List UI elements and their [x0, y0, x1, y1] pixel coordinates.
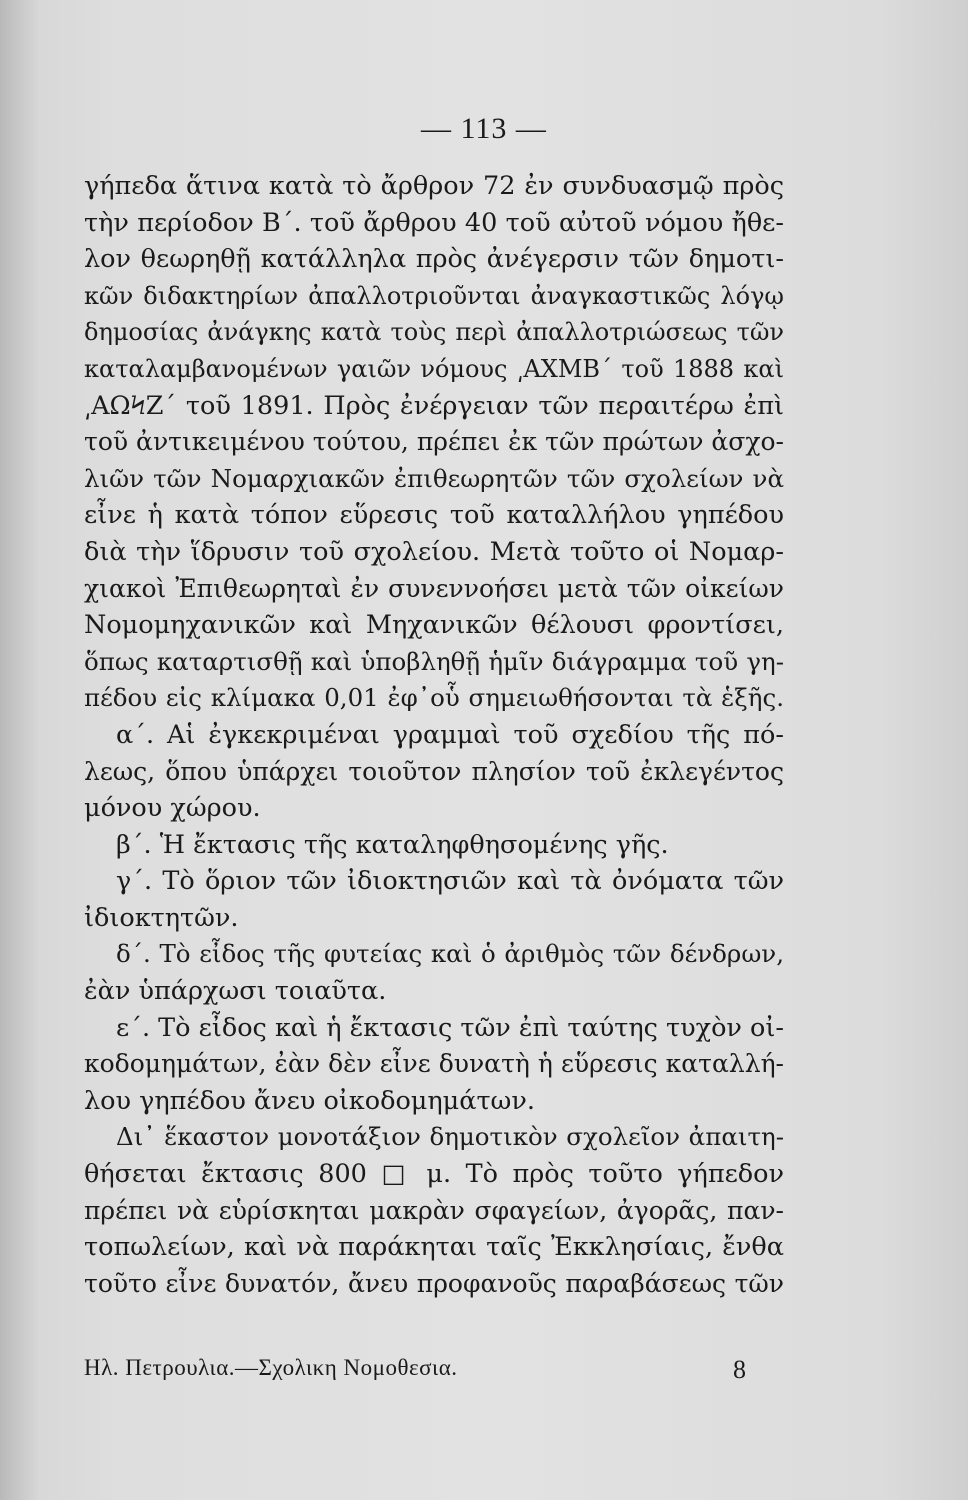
text-line-content: δ΄. Τὸ εἶδος τῆς φυτείας καὶ ὁ ἀριθμὸς τῶν δένδρων, [116, 939, 784, 969]
text-line-content: χιακοὶ Ἐπιθεωρηταὶ ἐν συνεννοήσει μετὰ τῶν οἰκείων [84, 573, 784, 603]
text-line [84, 1083, 784, 1120]
text-line [84, 534, 784, 571]
text-line-content: δημοσίας ἀνάγκης κατὰ τοὺς περὶ ἀπαλλοτριώσεως τῶν [84, 318, 784, 347]
text-line-content: γ΄. Τὸ ὅριον τῶν ἰδιοκτησιῶν καὶ τὰ ὀνόματα τῶν [116, 866, 784, 897]
text-line [84, 1156, 784, 1193]
footer-author-title: Ηλ. Πετρουλια.—Σχολικη Νομοθεσια. [84, 1355, 458, 1380]
text-line-content: θήσεται ἔκτασις 800 □ μ. Τὸ πρὸς τοῦτο γήπεδον [84, 1159, 784, 1190]
text-line [84, 314, 784, 351]
text-line [84, 1193, 784, 1230]
text-line [84, 790, 784, 827]
text-line-content: διὰ τὴν ἵδρυσιν τοῦ σχολείου. Μετὰ τοῦτο οἱ Νομαρ- [84, 536, 784, 567]
text-line [84, 680, 784, 717]
text-line-content: Νομομηχανικῶν καὶ Μηχανικῶν θέλουσι φροντίσει, [84, 610, 784, 641]
text-line-content: πρέπει νὰ εὑρίσκηται μακρὰν σφαγείων, ἀγορᾶς, παν- [84, 1195, 784, 1225]
text-line [84, 973, 784, 1010]
text-line [84, 607, 784, 644]
text-line-content: τὴν περίοδον Β΄. τοῦ ἄρθρου 40 τοῦ αὐτοῦ νόμου ἤθε- [84, 207, 784, 238]
page-number: — 113 — [421, 112, 547, 145]
text-line [84, 1229, 784, 1266]
text-line-content: κῶν διδακτηρίων ἀπαλλοτριοῦνται ἀναγκαστικῶς λόγῳ [84, 281, 784, 310]
text-line-content: β΄. Ἡ ἔκτασις τῆς καταληφθησομένης γῆς. [116, 829, 669, 860]
text-line [84, 1119, 784, 1156]
text-line [84, 644, 784, 681]
text-line [84, 717, 784, 754]
text-line [84, 351, 784, 388]
text-line-content: γήπεδα ἅτινα κατὰ τὸ ἄρθρον 72 ἐν συνδυασμῷ πρὸς [84, 171, 784, 201]
text-line-content: πέδου εἰς κλίμακα 0,01 ἐφ᾽οὗ σημειωθήσονται τὰ ἑξῆς. [84, 683, 784, 713]
body-text [84, 168, 784, 1302]
footer-signature-number: 8 [733, 1355, 746, 1384]
text-line [84, 497, 784, 534]
text-line-content: ὅπως καταρτισθῇ καὶ ὑποβληθῇ ἡμῖν διάγραμμα τοῦ γη- [84, 646, 784, 676]
text-line [84, 1046, 784, 1083]
text-line-content: Δι᾽ ἕκαστον μονοτάξιον δημοτικὸν σχολεῖον ἀπαιτη- [116, 1122, 784, 1152]
text-line [84, 241, 784, 278]
text-line-content: κοδομημάτων, ἐὰν δὲν εἶνε δυνατὴ ἡ εὕρεσις καταλλή- [84, 1049, 784, 1079]
text-line-content: μόνου χώρου. [84, 793, 261, 824]
text-line-content: ε΄. Τὸ εἶδος καὶ ἡ ἔκτασις τῶν ἐπὶ ταύτης τυχὸν οἰ- [116, 1012, 784, 1043]
text-line [84, 278, 784, 315]
text-line [84, 900, 784, 937]
text-line [84, 827, 784, 864]
text-line-content: ͵ΑΩϞΖ΄ τοῦ 1891. Πρὸς ἐνέργειαν τῶν περαιτέρω ἐπὶ [84, 390, 784, 421]
text-line-content: λιῶν τῶν Νομαρχιακῶν ἐπιθεωρητῶν τῶν σχολείων νὰ [84, 463, 784, 493]
text-line [84, 388, 784, 425]
text-line-content: α΄. Αἱ ἐγκεκριμέναι γραμμαὶ τοῦ σχεδίου τῆς πό- [116, 719, 784, 750]
text-line [84, 1266, 784, 1303]
text-line [84, 205, 784, 242]
text-line-content: καταλαμβανομένων γαιῶν νόμους ͵ΑΧΜΒ΄ τοῦ 1888 καὶ [84, 354, 784, 383]
text-line [84, 936, 784, 973]
text-line [84, 168, 784, 205]
text-line-content: λον θεωρηθῇ κατάλληλα πρὸς ἀνέγερσιν τῶν δημοτι- [84, 244, 784, 275]
text-line-content: τοῦ ἀντικειμένου τούτου, πρέπει ἐκ τῶν πρώτων ἀσχο- [84, 427, 784, 457]
text-line-content: λεως, ὅπου ὑπάρχει τοιοῦτον πλησίον τοῦ ἐκλεγέντος [84, 756, 784, 786]
text-line [84, 863, 784, 900]
text-line-content: λου γηπέδου ἄνευ οἰκοδομημάτων. [84, 1085, 535, 1116]
text-line-content: τοῦτο εἶνε δυνατόν, ἄνευ προφανοῦς παραβάσεως τῶν [84, 1268, 784, 1298]
text-line-content: εἶνε ἡ κατὰ τόπον εὕρεσις τοῦ καταλλήλου γηπέδου [84, 500, 784, 531]
page-footer [84, 1355, 746, 1385]
text-line-content: ἐὰν ὑπάρχωσι τοιαῦτα. [84, 976, 387, 1007]
text-line [84, 424, 784, 461]
text-line-content: ἰδιοκτητῶν. [84, 902, 239, 933]
text-line [84, 461, 784, 498]
text-line-content: τοπωλείων, καὶ νὰ παράκηται ταῖς Ἐκκλησίαις, ἔνθα [84, 1232, 784, 1263]
text-line [84, 754, 784, 791]
text-line [84, 571, 784, 608]
text-line [84, 1010, 784, 1047]
